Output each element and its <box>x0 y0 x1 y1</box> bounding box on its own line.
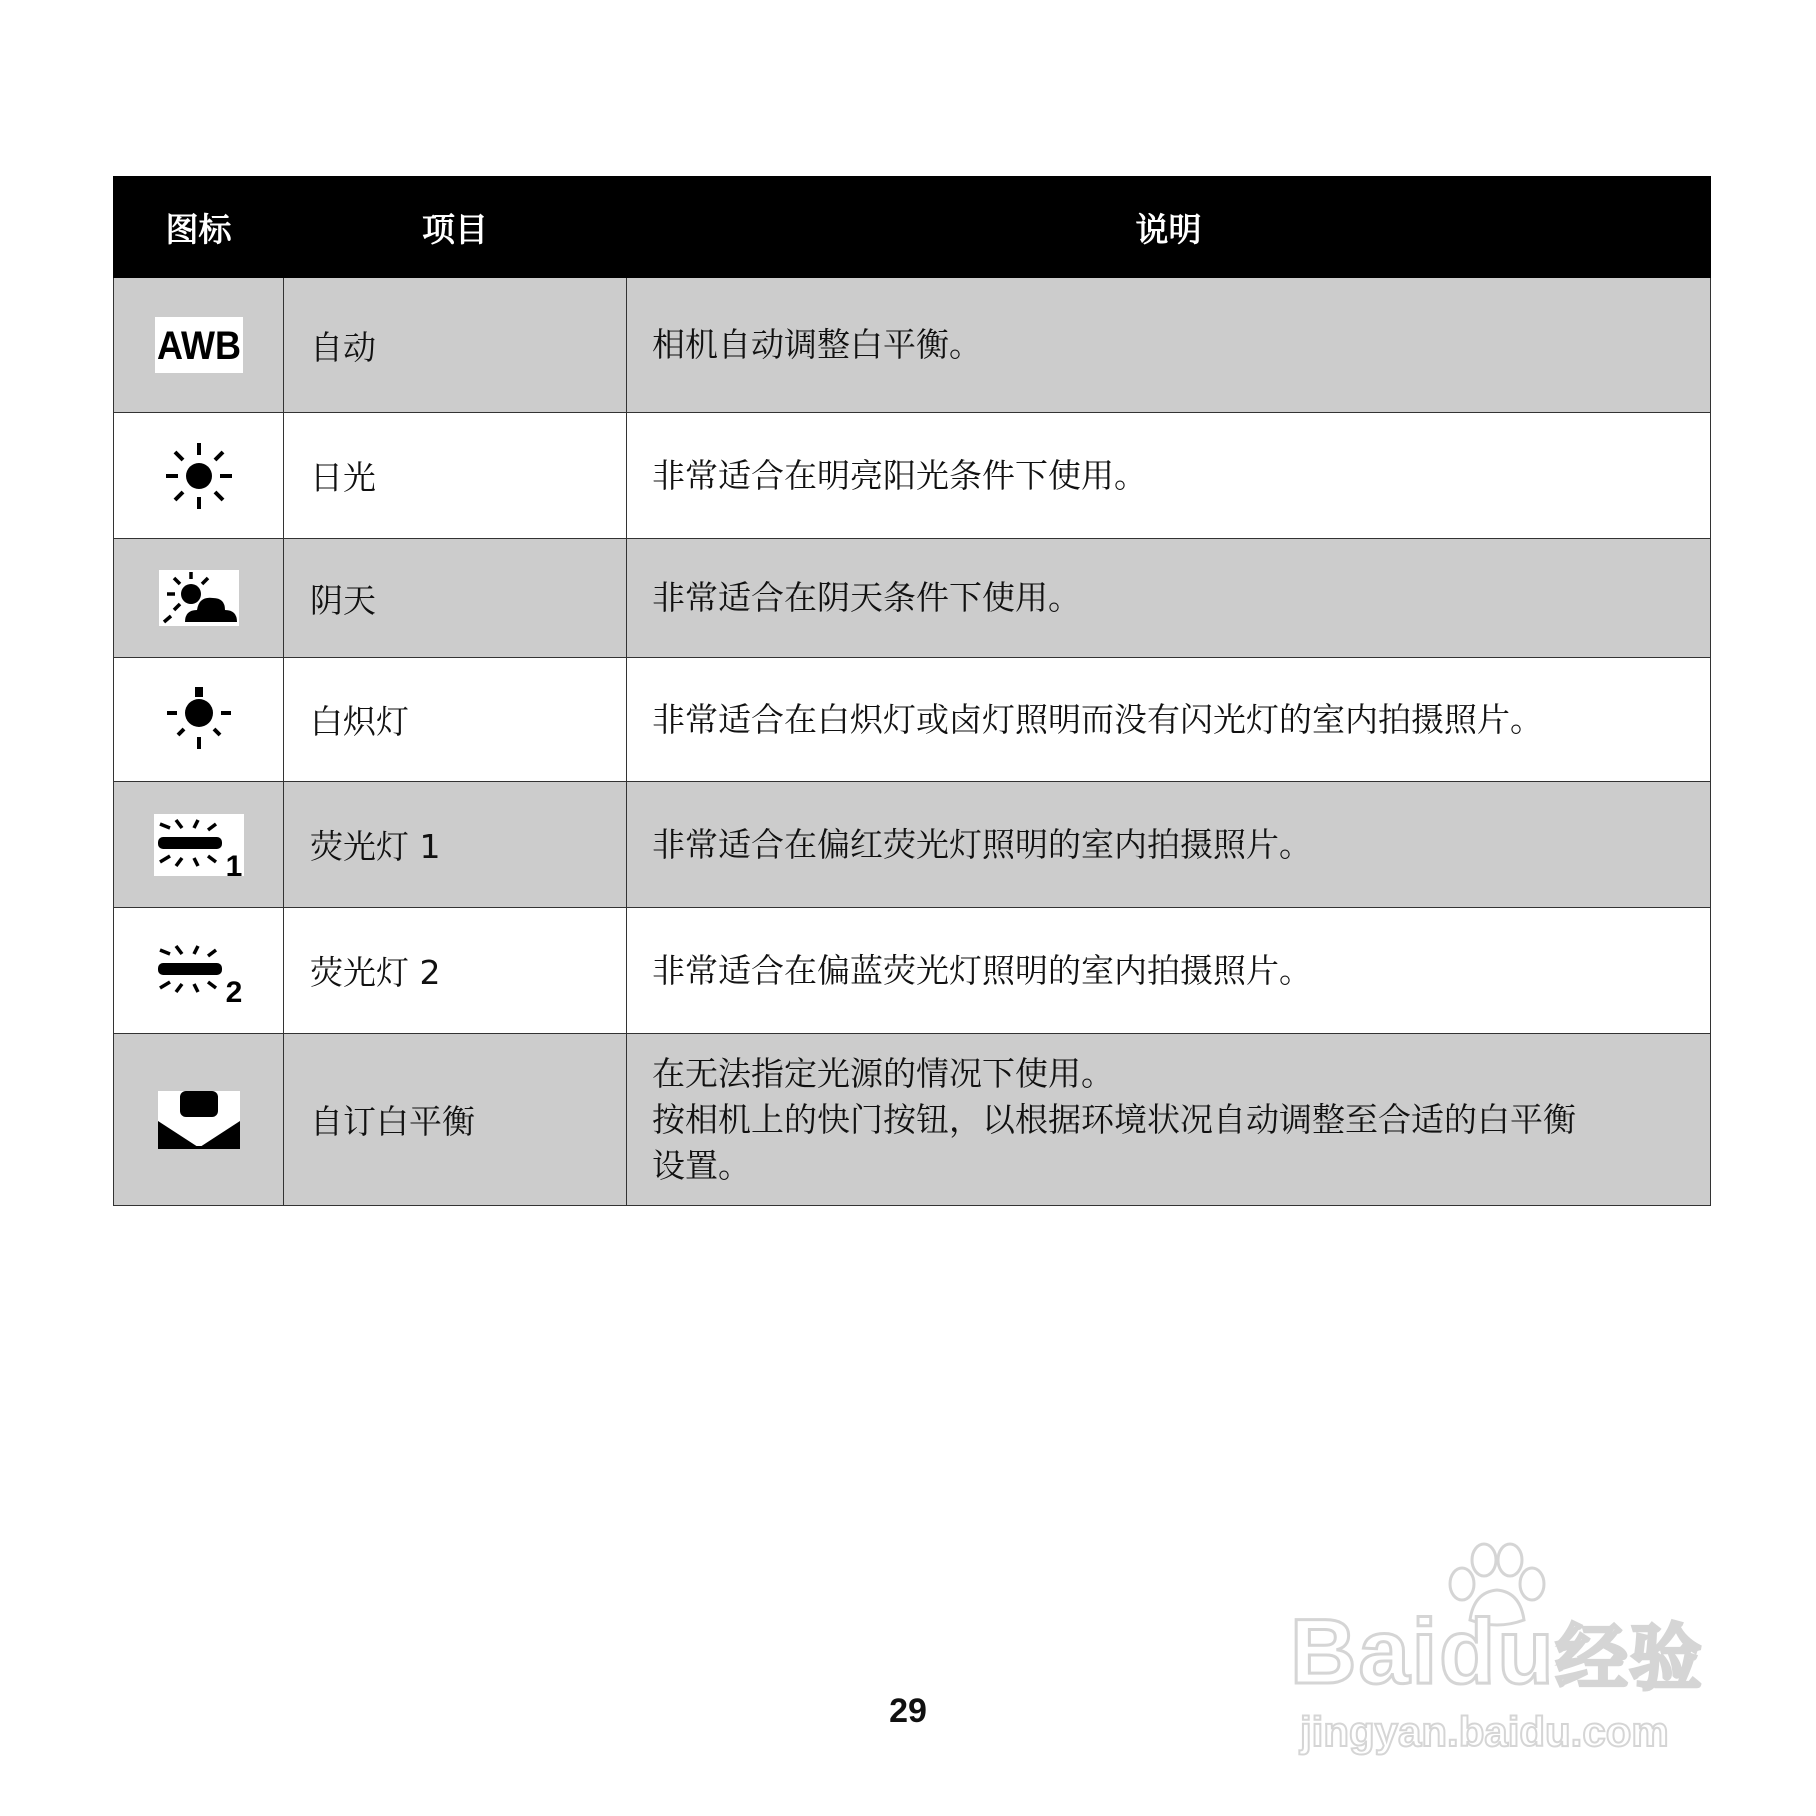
svg-text:1: 1 <box>225 849 242 878</box>
table-row <box>114 413 1711 539</box>
icon-cell <box>114 539 284 658</box>
icon-cell <box>114 658 284 782</box>
icon-cell <box>114 908 284 1034</box>
description-line: 设置。 <box>652 1145 751 1185</box>
item-cell: 自动 <box>284 278 627 413</box>
table-row <box>114 782 1711 908</box>
watermark-brand-du: du <box>1439 1601 1556 1703</box>
fluorescent-2-icon <box>154 938 244 1004</box>
description-cell <box>627 539 1711 658</box>
description-line: 按相机上的快门按钮，以根据环境状况自动调整至合适的白平衡 <box>652 1099 1576 1139</box>
white-balance-table <box>113 176 1711 1206</box>
fluorescent-1-icon <box>154 812 244 878</box>
table-row <box>114 278 1711 413</box>
item-cell: 日光 <box>284 413 627 539</box>
table-row <box>114 658 1711 782</box>
custom-wb-icon <box>158 1091 240 1149</box>
icon-cell <box>114 1034 284 1206</box>
table-row <box>114 539 1711 658</box>
description-line: 非常适合在白炽灯或卤灯照明而没有闪光灯的室内拍摄照片。 <box>652 699 1543 739</box>
description-line: 非常适合在偏红荧光灯照明的室内拍摄照片。 <box>652 824 1312 864</box>
page-number: 29 <box>889 1692 927 1730</box>
description-line: 非常适合在阴天条件下使用。 <box>652 578 1081 617</box>
item-cell: 荧光灯 2 <box>284 908 627 1034</box>
baidu-jingyan-watermark <box>1290 1540 1730 1760</box>
description-line: 在无法指定光源的情况下使用。 <box>652 1053 1114 1093</box>
header-description: 说明 <box>627 177 1711 278</box>
table-header-row <box>114 177 1711 278</box>
description-cell <box>627 1034 1711 1206</box>
description-cell <box>627 413 1711 539</box>
awb-icon <box>155 317 243 373</box>
header-icon: 图标 <box>114 177 284 278</box>
sun-icon <box>164 441 234 511</box>
svg-text:AWB: AWB <box>156 324 241 368</box>
watermark-url: jingyan.baidu.com <box>1300 1708 1669 1755</box>
description-line: 非常适合在明亮阳光条件下使用。 <box>652 455 1147 495</box>
watermark-brand-cn: 经验 <box>1555 1619 1704 1699</box>
description-line: 相机自动调整白平衡。 <box>652 325 982 364</box>
icon-cell <box>114 782 284 908</box>
table-row <box>114 908 1711 1034</box>
header-item: 项目 <box>284 177 627 278</box>
item-cell: 白炽灯 <box>284 658 627 782</box>
item-cell: 自订白平衡 <box>284 1034 627 1206</box>
description-cell <box>627 908 1711 1034</box>
item-cell: 阴天 <box>284 539 627 658</box>
cloudy-icon <box>159 570 239 626</box>
description-cell <box>627 278 1711 413</box>
watermark-brand-latin: Bai <box>1290 1601 1440 1703</box>
description-cell <box>627 658 1711 782</box>
svg-text:2: 2 <box>225 975 242 1004</box>
description-line: 非常适合在偏蓝荧光灯照明的室内拍摄照片。 <box>652 950 1312 990</box>
description-cell <box>627 782 1711 908</box>
watermark-brand <box>1290 1600 1704 1705</box>
table-row <box>114 1034 1711 1206</box>
icon-cell <box>114 278 284 413</box>
item-cell: 荧光灯 1 <box>284 782 627 908</box>
icon-cell <box>114 413 284 539</box>
incandescent-bulb-icon <box>164 687 234 753</box>
